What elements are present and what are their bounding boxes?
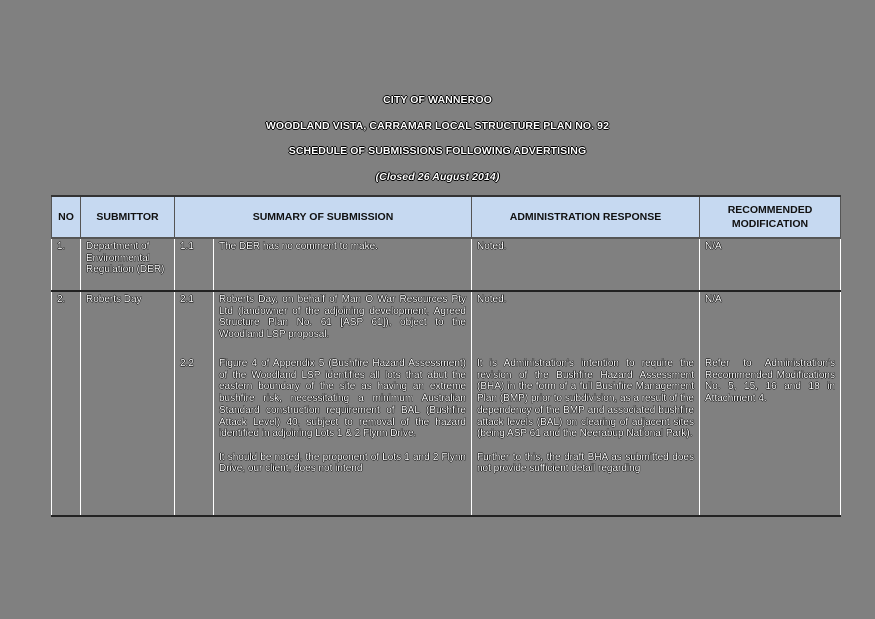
- submission-item-number: 2.2: [175, 356, 214, 516]
- summary-paragraph-2: It should be noted, the proponent of Lots 1 and 2 Flynn Drive, our client, does not intend: [219, 451, 466, 475]
- recommended-modification: Refer to Administration's Recommended Modifications No. 5, 15, 16 and 18 in Attachment 4.: [700, 356, 841, 516]
- administration-response: Noted.: [472, 238, 700, 291]
- column-header-summary: SUMMARY OF SUBMISSION: [175, 196, 472, 238]
- recommended-modification: N/A: [700, 238, 841, 291]
- summary-paragraph-1: Figure 4 of Appendix 5 (Bushfire Hazard Assessment) of the Woodland LSP identifies all lots that abut the eastern boundary of the site as having an extreme bushfire risk, necessitating a minimum Australian Standard construction requirement of BAL (Bushfire Attack Level) 40, subject to removal of the hazard identified in adjoining Lots 1 & 2 Flynn Drive.: [219, 358, 466, 440]
- closed-date-note: (Closed 26 August 2014): [375, 171, 500, 183]
- administration-response: [472, 356, 700, 516]
- submission-number: 1.: [52, 238, 81, 291]
- table-header-row: [52, 196, 841, 238]
- column-header-response: ADMINISTRATION RESPONSE: [472, 196, 700, 238]
- table-row: [52, 291, 841, 356]
- column-header-modification: RECOMMENDED MODIFICATION: [700, 196, 841, 238]
- response-paragraph-2: Further to this, the draft BHA as submitted does not provide sufficient detail regarding: [477, 451, 694, 475]
- submittor-name: Roberts Day: [81, 291, 175, 356]
- column-header-submittor: SUBMITTOR: [81, 196, 175, 238]
- submission-summary: [214, 356, 472, 516]
- submission-summary: Roberts Day, on behalf of Man O War Resources Pty Ltd (landowner of the adjoining development, Agreed Structure Plan No. 61 [ASP 61]), object to the Woodland LSP proposal.: [214, 291, 472, 356]
- submittor-name: Department of Environmental Regulation (DER): [81, 238, 175, 291]
- recommended-modification: N/A: [700, 291, 841, 356]
- response-paragraph-1: It is Administration's intention to require the revision of the Bushfire Hazard Assessment (BHA) in the form of a full Bushfire Management Plan (BMP) prior to subdivision, as a result of the dependency of the BMP and associated bushfire attack levels (BAL) on clearing of adjacent sites (being ASP 61 and the Neerabup National Park).: [477, 358, 694, 440]
- schedule-title: SCHEDULE OF SUBMISSIONS FOLLOWING ADVERTISING: [288, 145, 587, 157]
- submission-number: 2.: [52, 291, 81, 356]
- administration-response: Noted.: [472, 291, 700, 356]
- plan-title: WOODLAND VISTA, CARRAMAR LOCAL STRUCTURE PLAN NO. 92: [265, 120, 610, 132]
- table-row: [52, 356, 841, 516]
- submission-item-number: 1.1: [175, 238, 214, 291]
- submission-item-number: 2.1: [175, 291, 214, 356]
- submission-summary: The DER has no comment to make.: [214, 238, 472, 291]
- submissions-table: [51, 195, 841, 517]
- organisation-title: CITY OF WANNEROO: [383, 94, 492, 106]
- submission-number-empty: [52, 356, 81, 516]
- column-header-no: NO: [52, 196, 81, 238]
- submittor-name-empty: [81, 356, 175, 516]
- table-row: [52, 238, 841, 291]
